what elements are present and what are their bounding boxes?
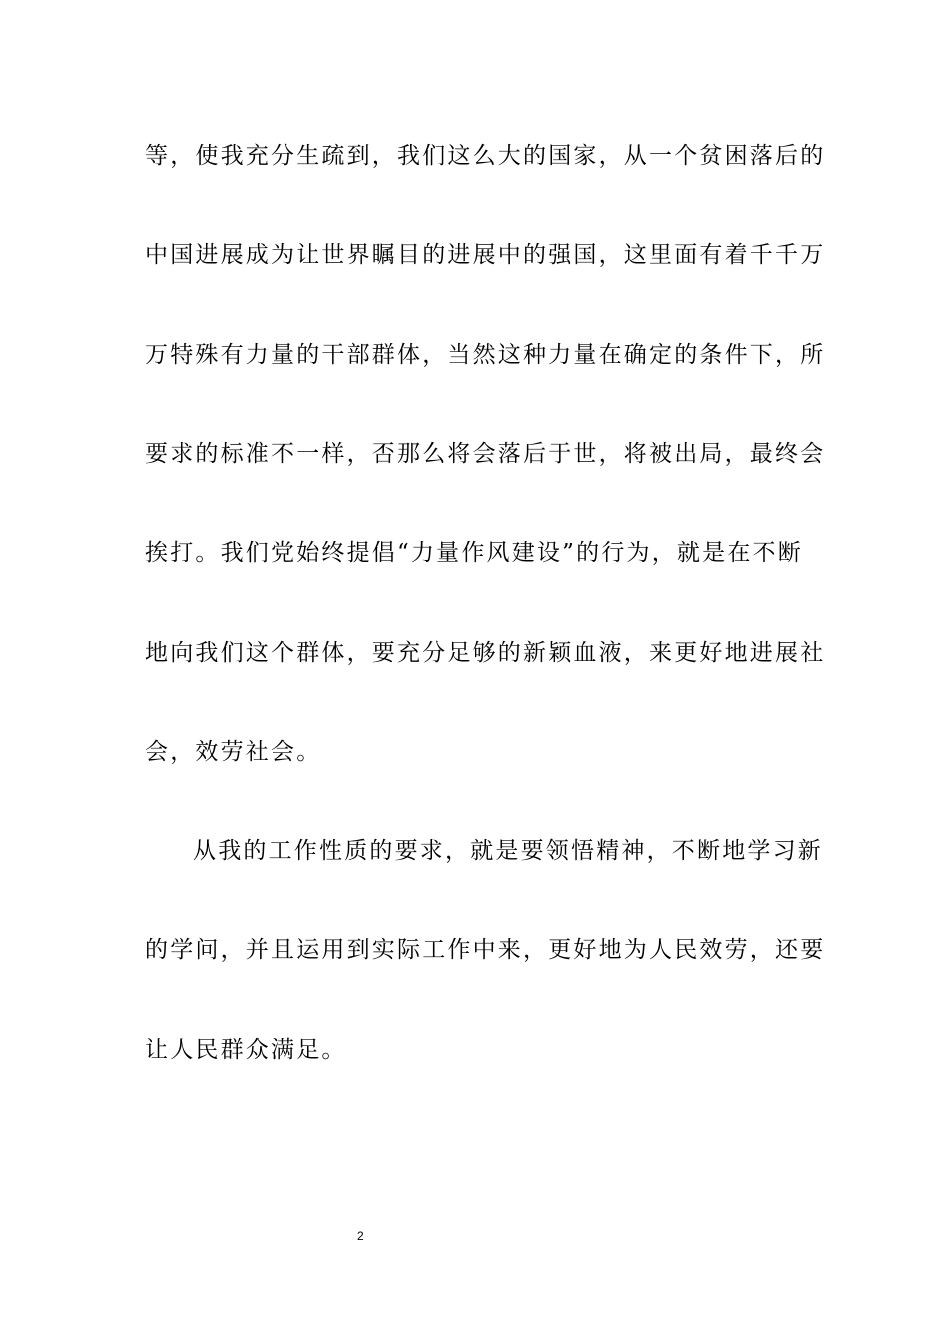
- text-line: 要求的标准不一样，否那么将会落后于世，将被出局，最终会: [145, 441, 826, 467]
- text-line: 的学问，并且运用到实际工作中来，更好地为人民效劳，还要: [145, 937, 826, 963]
- text-line: 中国进展成为让世界瞩目的进展中的强国，这里面有着千千万: [145, 242, 826, 268]
- text-line: 等，使我充分生疏到，我们这么大的国家，从一个贫困落后的: [145, 143, 826, 169]
- page-number: 2: [357, 1229, 364, 1243]
- text-line: 让人民群众满足。: [145, 1037, 347, 1063]
- text-line: 地向我们这个群体，要充分足够的新颖血液，来更好地进展社: [145, 640, 826, 666]
- text-line: 会，效劳社会。: [145, 739, 322, 765]
- text-line: 从我的工作性质的要求，就是要领悟精神，不断地学习新: [193, 838, 823, 864]
- text-line: 万特殊有力量的干部群体，当然这种力量在确定的条件下，所: [145, 342, 826, 368]
- text-line: 挨打。我们党始终提倡“力量作风建设”的行为，就是在不断: [145, 540, 803, 566]
